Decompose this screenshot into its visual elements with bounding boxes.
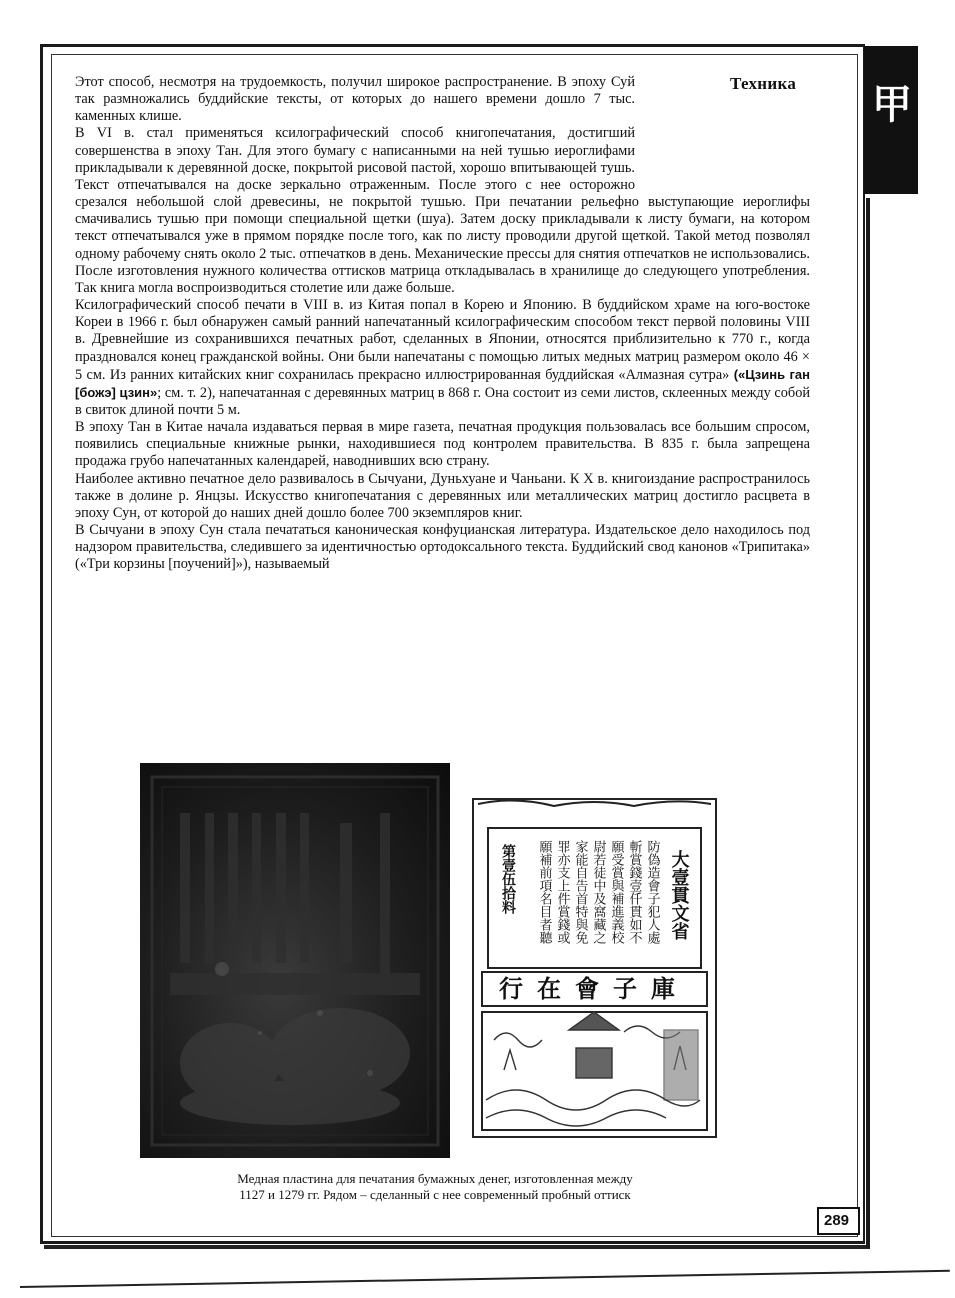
paragraph-5: Наиболее активно печатное дело развивалось в Сычуани, Дуньхуане и Чаньани. К X в. книгоиздание распространилось также в долине р. Янцзы. Искусство книгопечатания с деревянных или металлических матриц достигло расцвета в эпоху Сун, от которой до наших дней дошло более 700 экземпляров книг.: [75, 470, 810, 521]
figure-caption: [130, 1171, 740, 1203]
body-text: [75, 74, 810, 574]
copper-plate-texture: [140, 763, 450, 1158]
banknote-series: 第壹伍拾料: [500, 844, 516, 914]
banknote-impression: [472, 798, 717, 1138]
paragraph-1: Этот способ, несмотря на трудоемкость, получил широкое распространение. В эпоху Суй так размножались буддийские тексты, от которых до нашего времени дошло 7 тыс. каменных клише.: [75, 74, 635, 125]
banknote-column: 斬賞錢壹仟貫如不: [626, 840, 642, 944]
paragraph-3: [75, 297, 810, 419]
sutra-title-chinese: («Цзинь ган [божэ] цзин»: [75, 366, 810, 400]
paragraph-4: В эпоху Тан в Китае начала издаваться первая в мире газета, печатная продукция пользовалась все большим спросом, появились специальные книжные рынки, находившиеся под контролем правительства. В 835 г. была запрещена продажа грубо напечатанных календарей, наводнивших всю страну.: [75, 419, 810, 470]
banknote-landscape: [486, 1012, 700, 1126]
title-float-spacer: [635, 74, 810, 194]
paragraph-3-tail: ; см. т. 2), напечатанная с деревянных матриц в 868 г. Она состоит из семи листов, склеенных между собой в свиток длиной почти 5 м.: [75, 384, 811, 418]
paragraph-6: В Сычуани в эпоху Сун стала печататься каноническая конфуцианская литература. Издательское дело находилось под надзором правительства, следившего за идентичностью ортодоксального текста. Буддийский свод канонов «Трипитака» («Три корзины [поучений]»), называемый: [75, 522, 810, 573]
copper-plate-photo: [140, 763, 450, 1158]
banknote-denomination: 大壹貫文省: [668, 850, 690, 940]
caption-line-2: 1127 и 1279 гг. Рядом – сделанный с нее современный пробный оттиск: [239, 1187, 631, 1202]
banknote-band-text: 行在會子庫: [499, 975, 689, 1003]
banknote-column: 家能自告首特與免: [572, 840, 588, 944]
paragraph-3-text: Ксилографический способ печати в VIII в. из Китая попал в Корею и Японию. В буддийском храме на юго-востоке Кореи в 1966 г. был обнаружен самый ранний напечатанный ксилографическим способом текст первой половины VIII в. Древнейшие из сохранившихся печатных работ, сделанных в Японии, относятся приблизительно к 770 г., когда праздновался конец гражданской войны. Они были напечатаны с помощью литых медных матриц размером около 46 × 5 см. Из ранних китайских книг сохранилась прекрасно иллюстрированная буддийская «Алмазная сутра»: [75, 297, 810, 383]
caption-line-1: Медная пластина для печатания бумажных денег, изготовленная между: [237, 1171, 633, 1186]
side-rule: [866, 198, 870, 1248]
page-number: 289: [824, 1212, 850, 1229]
section-title: Техника: [730, 74, 797, 93]
banknote-art: [474, 800, 715, 1136]
banknote-text-columns: [500, 839, 690, 945]
banknote-column: 防偽造會子犯人處: [644, 840, 660, 944]
banknote-column: 願補前項名目者聽: [536, 840, 552, 944]
scan-edge-line: [20, 1270, 950, 1288]
banknote-column: 尉若徒中及窩藏之: [590, 840, 606, 944]
banknote-column: 罪亦支上件賞錢或: [554, 840, 570, 944]
paragraph-2: В VI в. стал применяться ксилографический способ книгопечатания, достигший совершенства в эпоху Тан. Для этого бумагу с написанными на ней тушью иероглифами прикладывали к деревянной доске, покрытой рисовой пастой, хорошо впитывающей тушь. Текст отпечатывался на доске зеркально отраженным. После этого с нее осторожно срезался небольшой слой древесины, не покрытой тушью. При печатании рельефно выступающие иероглифы смачивались тушью при помощи специальной щетки (шуа). Затем доску прикладывали к листу бумаги, на котором текст отпечатывался уже в прямом порядке после того, как по листу проводили другой щеткой. Такой метод позволял одному рабочему снять около 2 тыс. отпечатков в день. Механические прессы для снятия отпечатков не использовались. После изготовления нужного количества оттисков матрица откладывалась в хранилище до следующего употребления. Так книга могла воспроизводиться столетие или даже больше.: [75, 125, 810, 296]
chapter-tab-glyph: 甲: [872, 82, 912, 128]
frame-bottom-shadow: [44, 1245, 870, 1249]
banknote-column: 願受賞與補進義校: [608, 840, 624, 944]
